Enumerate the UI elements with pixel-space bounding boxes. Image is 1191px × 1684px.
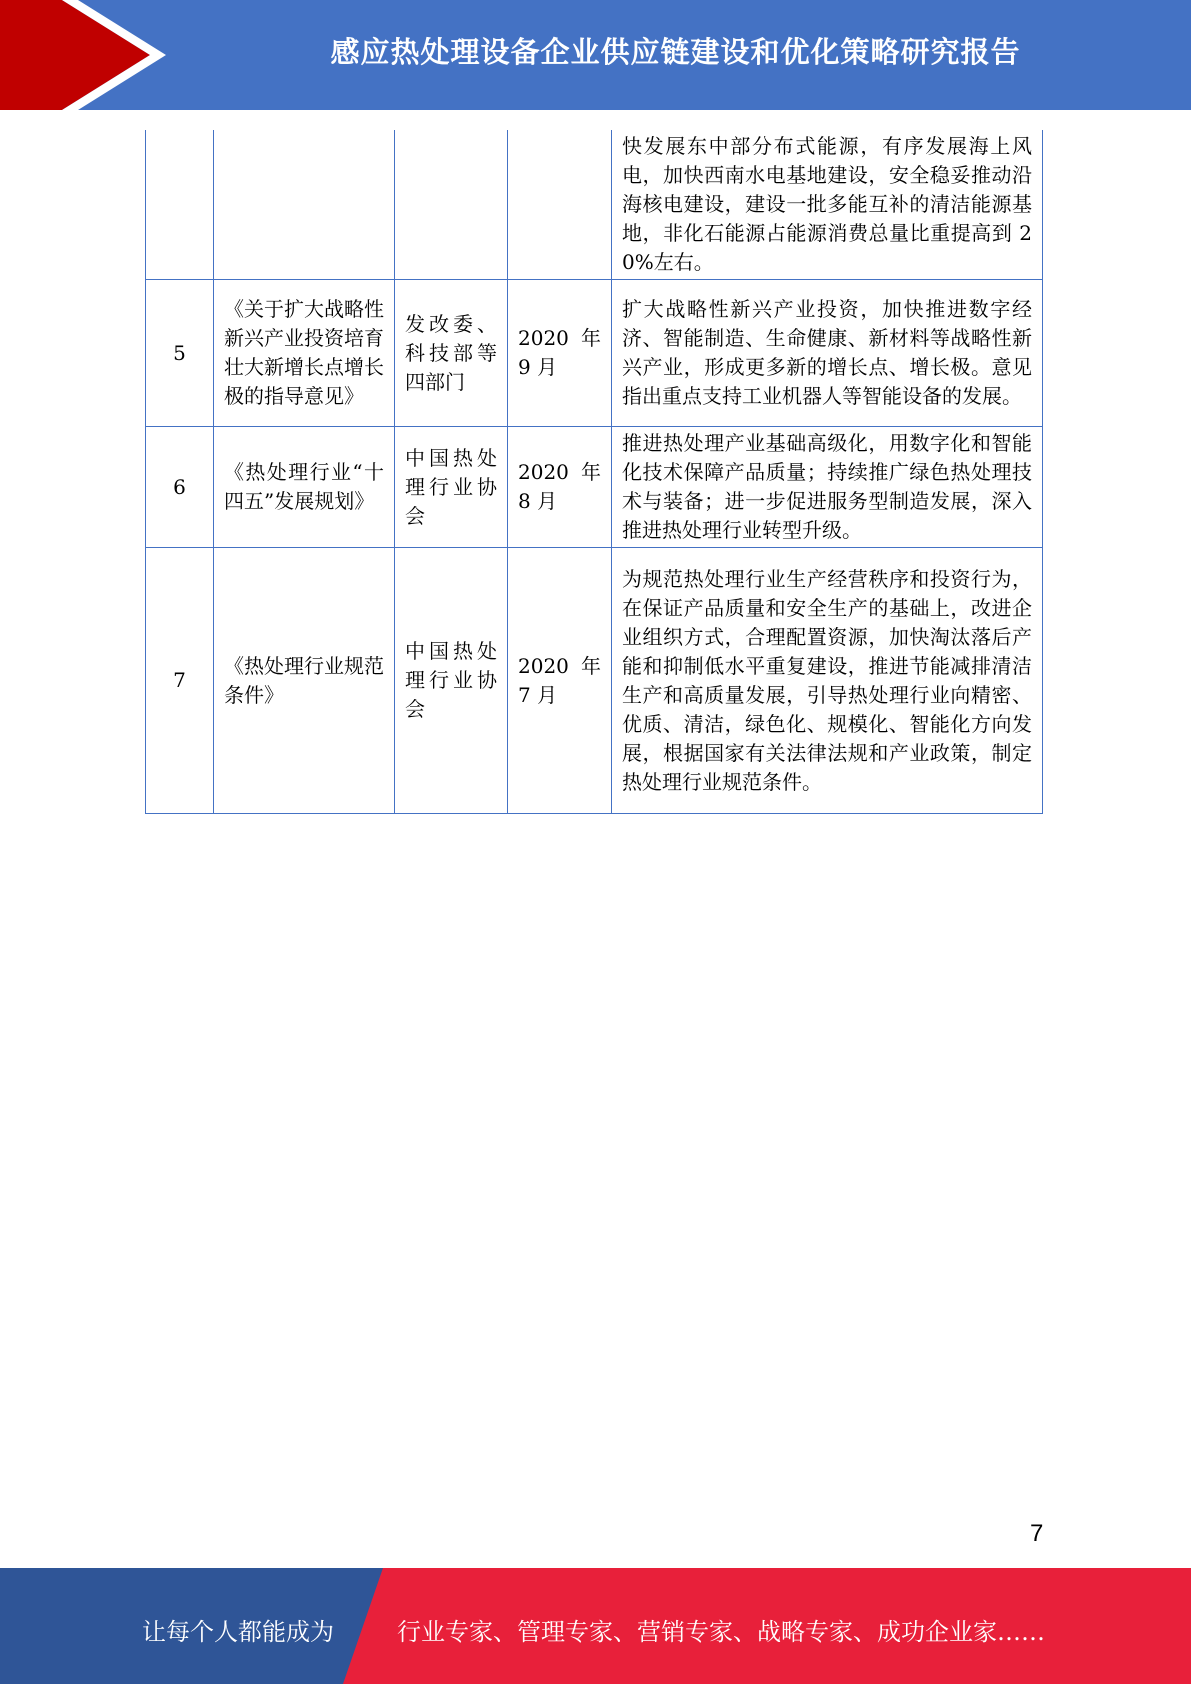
- issuer-cell: 中国热处理行业协会: [395, 427, 508, 548]
- page-footer: [0, 1568, 1191, 1684]
- content-cell: 为规范热处理行业生产经营秩序和投资行为，在保证产品质量和安全生产的基础上，改进企业组织方式，合理配置资源，加快淘汰落后产能和抑制低水平重复建设，推进节能减排清洁生产和高质量发展，引导热处理行业向精密、优质、清洁，绿色化、规模化、智能化方向发展，根据国家有关法律法规和产业政策，制定热处理行业规范条件。: [612, 548, 1043, 814]
- policy-table: [145, 130, 1043, 814]
- content-cell: 推进热处理产业基础高级化，用数字化和智能化技术保障产品质量；持续推广绿色热处理技术与装备；进一步促进服务型制造发展，深入推进热处理行业转型升级。: [612, 427, 1043, 548]
- table-row: [146, 427, 1043, 548]
- policy-name-cell: 《关于扩大战略性新兴产业投资培育壮大新增长点增长极的指导意见》: [214, 280, 395, 427]
- issuer-cell: 中国热处理行业协会: [395, 548, 508, 814]
- page-number: 7: [1030, 1520, 1044, 1547]
- row-number-cell: 6: [146, 427, 214, 548]
- table-row: [146, 280, 1043, 427]
- report-title: 感应热处理设备企业供应链建设和优化策略研究报告: [330, 35, 1021, 69]
- date-cell: 2020 年 9 月: [508, 280, 612, 427]
- page-header: [0, 0, 1191, 110]
- row-number-cell: 7: [146, 548, 214, 814]
- content-cell: 快发展东中部分布式能源，有序发展海上风电，加快西南水电基地建设，安全稳妥推动沿海核电建设，建设一批多能互补的清洁能源基地，非化石能源占能源消费总量比重提高到 20%左右。: [612, 130, 1043, 280]
- issuer-cell: 发改委、科技部等四部门: [395, 280, 508, 427]
- row-number-cell: 5: [146, 280, 214, 427]
- row-number-cell: [146, 130, 214, 280]
- policy-name-cell: [214, 130, 395, 280]
- date-cell: 2020 年 7 月: [508, 548, 612, 814]
- policy-table-container: [145, 130, 1042, 814]
- footer-slogan-left: 让每个人都能成为: [142, 1618, 334, 1646]
- table-row: [146, 548, 1043, 814]
- policy-name-cell: 《热处理行业规范条件》: [214, 548, 395, 814]
- footer-slogan-right: 行业专家、管理专家、营销专家、战略专家、成功企业家……: [397, 1618, 1045, 1646]
- date-cell: 2020 年 8 月: [508, 427, 612, 548]
- content-cell: 扩大战略性新兴产业投资，加快推进数字经济、智能制造、生命健康、新材料等战略性新兴产业，形成更多新的增长点、增长极。意见指出重点支持工业机器人等智能设备的发展。: [612, 280, 1043, 427]
- date-cell: [508, 130, 612, 280]
- policy-name-cell: 《热处理行业“十四五”发展规划》: [214, 427, 395, 548]
- table-row: [146, 130, 1043, 280]
- issuer-cell: [395, 130, 508, 280]
